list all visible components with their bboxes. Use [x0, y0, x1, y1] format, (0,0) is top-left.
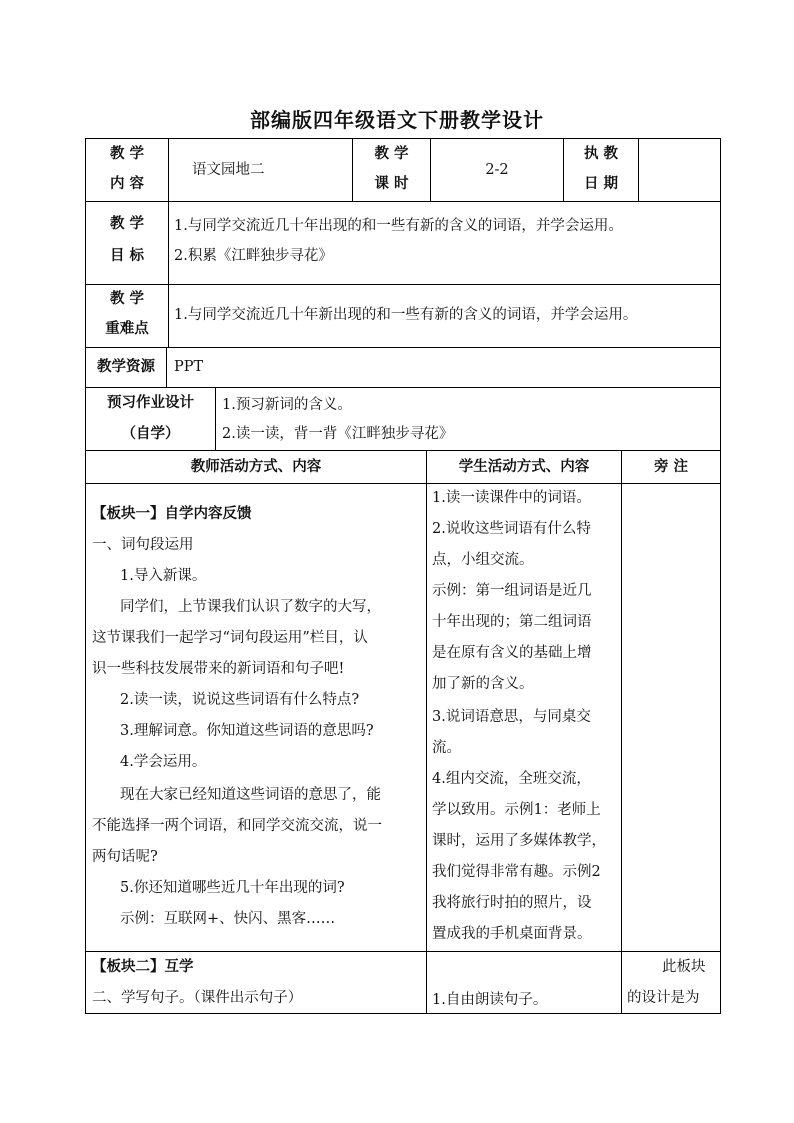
teacher-line: 1.导入新课。 — [120, 568, 207, 584]
teacher-line: 识一些科技发展带来的新词语和句子吧! — [92, 661, 345, 677]
goal-item: 2.积累《江畔独步寻花》 — [174, 248, 333, 264]
period-label-1: 教 学 — [374, 145, 409, 162]
teacher-line: 两句话呢? — [92, 849, 158, 865]
student-line: 我们觉得非常有趣。示例2 — [432, 864, 601, 880]
student-line: 流。 — [432, 740, 461, 756]
teacher-line: 不能选择一两个词语，和同学交流交流，说一 — [92, 818, 382, 834]
student-line: 课时，运用了多媒体教学， — [432, 833, 606, 849]
teacher-line: 4.学会运用。 — [120, 754, 207, 770]
teacher-line: 5.你还知道哪些近几十年出现的词? — [120, 880, 345, 896]
date-label-1: 执 教 — [583, 145, 619, 162]
student-line: 学以致用。示例1：老师上 — [432, 802, 601, 818]
student-line: 2.说收这些词语有什么特 — [432, 521, 591, 537]
date-label-2: 日 期 — [583, 175, 619, 192]
preview-item: 1.预习新词的含义。 — [222, 397, 352, 413]
resources-label: 教学资源 — [97, 358, 155, 375]
student-line: 我将旅行时拍的照片，设 — [432, 895, 592, 911]
difficulty-label-1: 教 学 — [109, 290, 145, 307]
difficulty-text: 1.与同学交流近几十年新出现的和一些有新的含义的词语，并学会运用。 — [174, 307, 638, 323]
student-line: 是在原有含义的基础上增 — [432, 645, 592, 661]
student-line: 加了新的含义。 — [432, 676, 534, 692]
difficulty-label-2: 重难点 — [105, 320, 149, 337]
preview-label-1: 预习作业设计 — [107, 394, 194, 411]
teacher-line: 一、词句段运用 — [92, 537, 194, 553]
section1-heading: 【板块一】自学内容反馈 — [92, 505, 252, 522]
content-value: 语文园地二 — [192, 162, 265, 178]
goal-item: 1.与同学交流近几十年出现的和一些有新的含义的词语，并学会运用。 — [174, 218, 623, 234]
goals-label-1: 教 学 — [109, 215, 145, 232]
goals-label-2: 目 标 — [109, 247, 145, 264]
preview-item: 2.读一读，背一背《江畔独步寻花》 — [222, 426, 454, 442]
note-line: 的设计是为 — [627, 990, 700, 1006]
student-line: 示例：第一组词语是近几 — [432, 583, 592, 599]
teacher-line: 同学们，上节课我们认识了数字的大写， — [120, 599, 381, 615]
teacher-line: 示例：互联网+、快闪、黑客…… — [120, 911, 336, 927]
student-line: 3.说词语意思，与同桌交 — [432, 709, 591, 725]
teacher-column-header: 教师活动方式、内容 — [190, 458, 322, 475]
content-label-2: 内 容 — [109, 175, 145, 192]
student-column-header: 学生活动方式、内容 — [458, 458, 590, 475]
resources-value: PPT — [174, 359, 204, 375]
student-line: 1.自由朗读句子。 — [432, 992, 548, 1008]
teacher-line: 二、学写句子。（课件出示句子） — [92, 990, 303, 1006]
preview-label-2: （自学） — [121, 425, 180, 442]
teacher-line: 现在大家已经知道这些词语的意思了，能 — [120, 787, 381, 803]
student-line: 十年出现的；第二组词语 — [432, 614, 592, 630]
section2-heading: 【板块二】互学 — [92, 958, 194, 975]
note-line: 此板块 — [662, 959, 706, 975]
period-label-2: 课 时 — [374, 175, 409, 192]
student-line: 4.组内交流，全班交流， — [432, 771, 591, 787]
student-line: 点，小组交流。 — [432, 552, 534, 568]
teacher-line: 2.读一读，说说这些词语有什么特点? — [120, 692, 360, 708]
student-line: 置成我的手机桌面背景。 — [432, 926, 592, 942]
student-line: 1.读一读课件中的词语。 — [432, 490, 591, 506]
teacher-line: 这节课我们一起学习“词句段运用”栏目，认 — [92, 630, 368, 646]
content-label-1: 教 学 — [109, 145, 145, 162]
period-value: 2-2 — [485, 162, 509, 178]
document-title: 部编版四年级语文下册教学设计 — [250, 108, 544, 132]
teacher-line: 3.理解词意。你知道这些词语的意思吗? — [120, 723, 374, 739]
notes-column-header: 旁 注 — [653, 458, 689, 475]
